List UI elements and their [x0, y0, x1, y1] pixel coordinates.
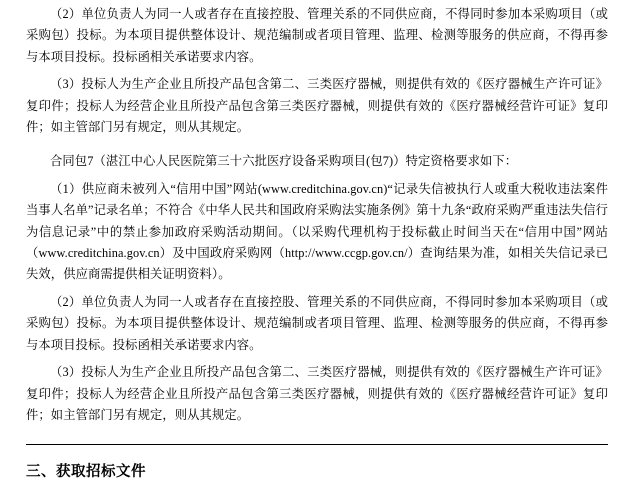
paragraph-package7-clause-1: （1）供应商未被列入“信用中国”网站(www.creditchina.gov.cn)“记录失信被执行人或重大税收违法案件当事人名单”记录名单；不符合《中华人民共和国政府采购法实施条例》第十九条“政府采购严重违法失信行为信息记录”中的禁止参加政府采购活动期间。（以采购代理机构于投标截止时间当天在“信用中国”网站（www.creditchina.gov.cn）及中国政府采购网（http://www.ccgp.gov.cn/）查询结果为准，如相关失信记录已失效，供应商需提供相关证明资料）。	[26, 181, 608, 282]
paragraph-package7-clause-3: （3）投标人为生产企业且所投产品包含第二、三类医疗器械，则提供有效的《医疗器械生产许可证》复印件；投标人为经营企业且所投产品包含第三类医疗器械，则提供有效的《医疗器械经营许可证》复印件；如主管部门另有规定，则从其规定。	[26, 365, 608, 422]
paragraph-top-clause-3: （3）投标人为生产企业且所投产品包含第二、三类医疗器械，则提供有效的《医疗器械生产许可证》复印件；投标人为经营企业且所投产品包含第三类医疗器械，则提供有效的《医疗器械经营许可证》复印件；如主管部门另有规定，则从其规定。	[26, 77, 608, 135]
section-divider	[26, 444, 608, 484]
section-heading-get-bid-documents: 三、获取招标文件	[26, 464, 146, 481]
paragraph-package7-clause-2: （2）单位负责人为同一人或者存在直接控股、管理关系的不同供应商，不得同时参加本采购项目（或采购包）投标。为本项目提供整体设计、规范编制或者项目管理、监理、检测等服务的供应商，不得再参与本项目投标。投标函相关承诺要求内容。	[26, 294, 608, 352]
paragraph-top-clause-2: （2）单位负责人为同一人或者存在直接控股、管理关系的不同供应商，不得同时参加本采购项目（或采购包）投标。为本项目提供整体设计、规范编制或者项目管理、监理、检测等服务的供应商，不得再参与本项目投标。投标函相关承诺要求内容。	[26, 7, 608, 64]
paragraph-package7-heading: 合同包7（湛江中心人民医院第三十六批医疗设备采购项目(包7)）特定资格要求如下：	[50, 154, 518, 169]
paragraph-spacer	[26, 138, 608, 151]
